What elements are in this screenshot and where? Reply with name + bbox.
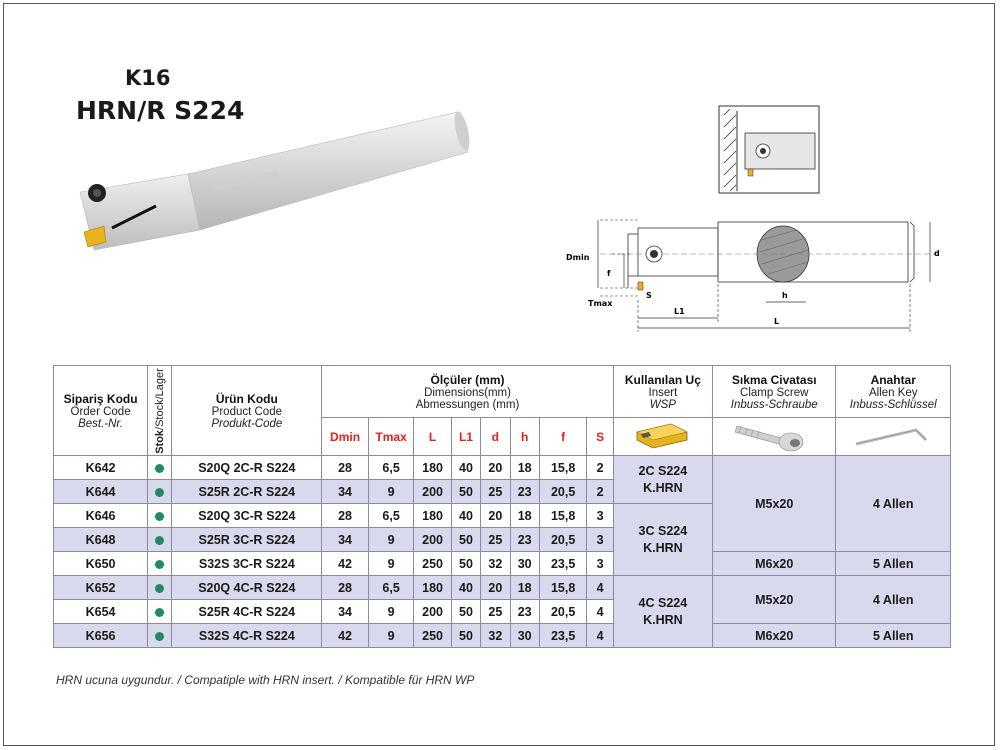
dim-dmin: 28 [322,576,369,600]
order-code: K652 [54,576,148,600]
screw-cell: M6x20 [712,552,836,576]
dim-s: 2 [587,480,613,504]
order-code: K650 [54,552,148,576]
dim-f: 15,8 [539,456,587,480]
screw-cell: M5x20 [712,576,836,624]
table-row [54,552,951,576]
dim-h: 30 [510,624,539,648]
product-code: S20Q 3C-R S224 [172,504,322,528]
dim-f: 15,8 [539,576,587,600]
dim-tmax: 9 [368,528,414,552]
dim-tmax: 9 [368,552,414,576]
order-code: K646 [54,504,148,528]
key-cell: 4 Allen [836,576,951,624]
dim-s: 3 [587,528,613,552]
stock-dot-icon [155,464,164,473]
d-label: d [934,249,940,258]
spec-table [53,365,951,648]
clamp-screw-header: Sıkma Civatası Clamp Screw Inbuss-Schraube [712,366,836,418]
dim-s: 2 [587,456,613,480]
dim-d: 25 [481,528,510,552]
dimension-drawing [560,210,950,340]
series-code: K16 [125,66,171,90]
stock-indicator [148,480,172,504]
product-code: S25R 2C-R S224 [172,480,322,504]
product-code: S25R 4C-R S224 [172,600,322,624]
dim-s: 4 [587,600,613,624]
dim-h: 23 [510,480,539,504]
stock-dot-icon [155,536,164,545]
insert-cell: 3C S224 K.HRN [613,504,712,576]
stock-dot-icon [155,584,164,593]
dim-dmin: 42 [322,552,369,576]
f-label: f [607,269,611,278]
dim-d: 20 [481,456,510,480]
dim-h: 18 [510,576,539,600]
dim-l1: 50 [451,600,480,624]
allen-key-header: Anahtar Allen Key Inbuss-Schlüssel [836,366,951,418]
dim-l1: 50 [451,480,480,504]
dim-d: 25 [481,600,510,624]
section-drawing [715,103,825,198]
dimensions-header: Ölçüler (mm) Dimensions(mm) Abmessungen (mm) [322,366,614,418]
dim-f: 20,5 [539,480,587,504]
dim-header-f: f [539,418,587,456]
l1-label: L1 [674,307,685,316]
stock-indicator [148,576,172,600]
insert-image [613,418,712,456]
table-row [54,624,951,648]
product-code: S20Q 2C-R S224 [172,456,322,480]
dim-l1: 50 [451,528,480,552]
dim-l1: 40 [451,456,480,480]
stock-dot-icon [155,632,164,641]
l-label: L [774,317,780,326]
dim-h: 18 [510,456,539,480]
dim-d: 20 [481,504,510,528]
stock-indicator [148,456,172,480]
dim-tmax: 9 [368,600,414,624]
h-label: h [782,291,788,300]
dim-d: 25 [481,480,510,504]
dmin-label: Dmin [566,253,590,262]
s-label: S [646,291,652,300]
dim-s: 3 [587,552,613,576]
stock-dot-icon [155,560,164,569]
stock-indicator [148,600,172,624]
order-code: K644 [54,480,148,504]
dim-h: 18 [510,504,539,528]
dim-header-h: h [510,418,539,456]
dim-f: 23,5 [539,552,587,576]
dim-s: 4 [587,576,613,600]
insert-cell: 2C S224 K.HRN [613,456,712,504]
dim-d: 32 [481,552,510,576]
dim-h: 30 [510,552,539,576]
dim-l1: 40 [451,504,480,528]
screw-cell: M6x20 [712,624,836,648]
dim-l: 200 [414,528,451,552]
product-code: S25R 3C-R S224 [172,528,322,552]
dim-header-tmax: Tmax [368,418,414,456]
dim-l1: 50 [451,624,480,648]
dim-f: 15,8 [539,504,587,528]
dim-tmax: 9 [368,480,414,504]
dim-l: 250 [414,552,451,576]
dim-f: 20,5 [539,600,587,624]
allen-key-image [836,418,951,456]
dim-l: 200 [414,600,451,624]
dim-l: 180 [414,456,451,480]
table-row [54,456,951,480]
key-cell: 5 Allen [836,624,951,648]
stock-dot-icon [155,488,164,497]
dim-l: 180 [414,504,451,528]
product-code: S32S 3C-R S224 [172,552,322,576]
dim-tmax: 6,5 [368,456,414,480]
footer-note: HRN ucuna uygundur. / Compatiple with HRN insert. / Kompatible für HRN WP [56,673,475,687]
stock-dot-icon [155,512,164,521]
dim-dmin: 42 [322,624,369,648]
stock-indicator [148,504,172,528]
order-code: K654 [54,600,148,624]
order-code: K648 [54,528,148,552]
dim-header-d: d [481,418,510,456]
insert-cell: 4C S224 K.HRN [613,576,712,648]
clamp-screw-image [712,418,836,456]
dim-d: 20 [481,576,510,600]
dim-dmin: 28 [322,504,369,528]
tmax-label: Tmax [588,299,613,308]
insert-icon [631,418,695,452]
dim-header-dmin: Dmin [322,418,369,456]
allen-key-icon [848,418,938,452]
dim-l: 200 [414,480,451,504]
dim-header-l: L [414,418,451,456]
dim-header-s: S [587,418,613,456]
order-code: K656 [54,624,148,648]
screw-icon [729,418,819,452]
dim-dmin: 34 [322,600,369,624]
order-code-header: Sipariş Kodu Order Code Best.-Nr. [54,366,148,456]
dim-dmin: 28 [322,456,369,480]
dim-tmax: 6,5 [368,504,414,528]
dim-h: 23 [510,528,539,552]
key-cell: 5 Allen [836,552,951,576]
screw-cell: M5x20 [712,456,836,552]
dim-s: 3 [587,504,613,528]
dim-dmin: 34 [322,480,369,504]
dim-l1: 40 [451,576,480,600]
dim-h: 23 [510,600,539,624]
dim-tmax: 9 [368,624,414,648]
key-cell: 4 Allen [836,456,951,552]
product-code: S20Q 4C-R S224 [172,576,322,600]
dim-l: 180 [414,576,451,600]
dim-header-l1: L1 [451,418,480,456]
insert-header: Kullanılan Uç Insert WSP [613,366,712,418]
tool-holder-image [70,100,490,265]
order-code: K642 [54,456,148,480]
stock-indicator [148,528,172,552]
table-row [54,576,951,600]
dim-s: 4 [587,624,613,648]
dim-l: 250 [414,624,451,648]
dim-l1: 50 [451,552,480,576]
product-title: HRN/R S224 [76,96,245,125]
dim-f: 20,5 [539,528,587,552]
dim-tmax: 6,5 [368,576,414,600]
dim-f: 23,5 [539,624,587,648]
stock-dot-icon [155,608,164,617]
dim-dmin: 34 [322,528,369,552]
stock-indicator [148,552,172,576]
stock-indicator [148,624,172,648]
dim-d: 32 [481,624,510,648]
product-code-header: Ürün Kodu Product Code Produkt-Code [172,366,322,456]
product-code: S32S 4C-R S224 [172,624,322,648]
stock-header: Stok/Stock/Lager [148,366,172,456]
